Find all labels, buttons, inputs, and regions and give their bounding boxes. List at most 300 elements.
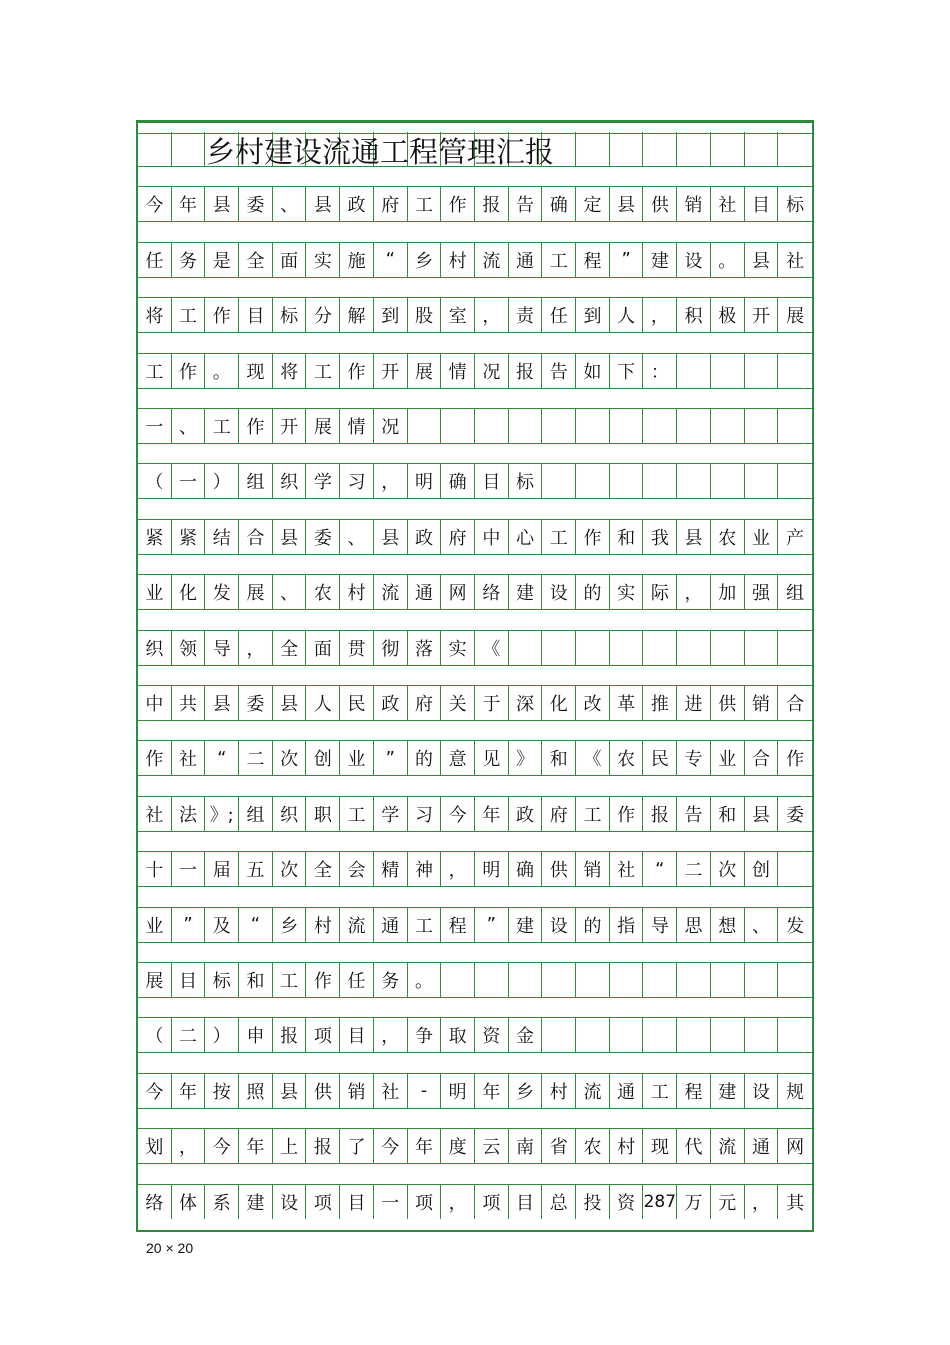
grid-cell: 争 [408, 1018, 442, 1052]
grid-cell: 任 [542, 298, 576, 332]
grid-cell: “ [239, 908, 273, 942]
grid-cell: 社 [711, 187, 745, 221]
grid-gap-strip [138, 554, 812, 575]
manuscript-grid [136, 120, 814, 1232]
grid-cell: 导 [644, 908, 678, 942]
grid-cell [677, 963, 711, 997]
grid-cell: 业 [745, 520, 779, 554]
grid-cell [778, 852, 812, 886]
grid-cell: 社 [172, 741, 206, 775]
grid-cell: ， [441, 1185, 475, 1219]
grid-cell: 于 [475, 686, 509, 720]
grid-cell: - [408, 1074, 442, 1108]
grid-cell: 想 [711, 908, 745, 942]
grid-cell: 取 [441, 1018, 475, 1052]
grid-cell [745, 132, 779, 166]
grid-cell: 工 [542, 520, 576, 554]
grid-cell [542, 963, 576, 997]
grid-cell: 全 [273, 631, 307, 665]
grid-cell: 确 [542, 187, 576, 221]
grid-cell: “ [644, 852, 678, 886]
grid-cell: 上 [273, 1129, 307, 1163]
grid-cell: 按 [205, 1074, 239, 1108]
grid-cell: 合 [745, 741, 779, 775]
grid-cell [610, 963, 644, 997]
grid-cell: 建 [644, 243, 678, 277]
grid-gap-strip [138, 942, 812, 963]
grid-cell: 作 [172, 354, 206, 388]
grid-cell: 化 [172, 575, 206, 609]
grid-cell: 情 [340, 409, 374, 443]
grid-cell [509, 409, 543, 443]
grid-cell: 展 [408, 354, 442, 388]
grid-cell: ， [374, 1018, 408, 1052]
grid-cell: 目 [172, 963, 206, 997]
grid-cell: 确 [509, 852, 543, 886]
grid-cell: 作 [576, 520, 610, 554]
grid-cell: 中 [475, 520, 509, 554]
grid-cell [745, 631, 779, 665]
grid-cell: 开 [273, 409, 307, 443]
grid-cell: 县 [677, 520, 711, 554]
document-title: 乡村建设流通工程管理汇报 [206, 135, 555, 169]
grid-cell: 作 [138, 741, 172, 775]
grid-cell: 组 [786, 583, 805, 605]
grid-cell: ， [441, 852, 475, 886]
grid-cell: 农 [307, 575, 341, 609]
grid-cell: 流 [340, 908, 374, 942]
grid-cell: 工 [273, 963, 307, 997]
grid-cell: 年 [172, 1074, 206, 1108]
grid-cell: 乡 [273, 908, 307, 942]
grid-cell [778, 631, 812, 665]
grid-cell: 政 [374, 686, 408, 720]
grid-cell: 目 [239, 298, 273, 332]
grid-cell [542, 1018, 576, 1052]
grid-cell: 年 [172, 187, 206, 221]
grid-cell: 精 [374, 852, 408, 886]
grid-cell: 南 [509, 1129, 543, 1163]
grid-cell [711, 1018, 745, 1052]
grid-cell: 金 [509, 1018, 543, 1052]
grid-cell: 到 [576, 298, 610, 332]
grid-cell: 农 [711, 520, 745, 554]
grid-cell [138, 132, 172, 166]
grid-cell: 。 [711, 243, 745, 277]
grid-cell: 政 [408, 520, 442, 554]
grid-cell: 一 [172, 464, 206, 498]
grid-cell: 作 [239, 409, 273, 443]
grid-cell: ， [475, 298, 509, 332]
grid-cell: 见 [475, 741, 509, 775]
grid-cell: 村 [307, 908, 341, 942]
grid-cell: 设 [273, 1185, 307, 1219]
grid-cell: 贯 [340, 631, 374, 665]
grid-cell: 推 [644, 686, 678, 720]
grid-cell: 程 [677, 1074, 711, 1108]
grid-gap-strip [138, 609, 812, 630]
grid-cell [475, 409, 509, 443]
grid-row [138, 520, 812, 554]
grid-cell: 省 [542, 1129, 576, 1163]
grid-cell: 流 [576, 1074, 610, 1108]
grid-cell: ” [475, 908, 509, 942]
grid-cell: 村 [610, 1129, 644, 1163]
grid-cell: 标 [205, 963, 239, 997]
grid-cell: 组 [239, 464, 273, 498]
grid-cell [610, 132, 644, 166]
grid-cell: 云 [475, 1129, 509, 1163]
grid-gap-strip [138, 997, 812, 1018]
grid-cell [745, 354, 779, 388]
grid-cell: 任 [138, 243, 172, 277]
grid-cell [745, 409, 779, 443]
grid-cell: 项 [307, 1018, 341, 1052]
grid-cell [610, 464, 644, 498]
grid-cell: 神 [408, 852, 442, 886]
grid-cell: 织 [273, 464, 307, 498]
grid-cell: 开 [374, 354, 408, 388]
grid-cell [677, 132, 711, 166]
grid-cell [172, 132, 206, 166]
grid-cell: 施 [340, 243, 374, 277]
grid-cell: 创 [307, 741, 341, 775]
grid-gap-strip [138, 886, 812, 907]
grid-cell: 网 [441, 575, 475, 609]
grid-cell: 销 [745, 686, 779, 720]
grid-cell: 农 [576, 1129, 610, 1163]
grid-cell: 明 [408, 464, 442, 498]
grid-cell: “ [374, 243, 408, 277]
grid-cell [644, 631, 678, 665]
grid-cell: 二 [172, 1018, 206, 1052]
grid-cell: 五 [239, 852, 273, 886]
grid-cell: 进 [677, 686, 711, 720]
grid-cell: 法 [172, 797, 206, 831]
grid-cell: 会 [340, 852, 374, 886]
grid-cell: 责 [509, 298, 543, 332]
grid-row [138, 243, 812, 277]
grid-cell: 面 [307, 631, 341, 665]
grid-cell: ） [205, 464, 239, 498]
grid-cell: 作 [205, 298, 239, 332]
grid-cell: 建 [509, 908, 543, 942]
grid-cell [745, 464, 779, 498]
grid-cell: 告 [677, 797, 711, 831]
grid-row [138, 797, 812, 831]
grid-cell: 业 [340, 741, 374, 775]
grid-cell: 照 [239, 1074, 273, 1108]
grid-cell [644, 409, 678, 443]
grid-cell: 目 [745, 187, 779, 221]
grid-cell: 标 [786, 195, 805, 217]
grid-gap-strip [138, 388, 812, 409]
grid-cell: 程 [576, 243, 610, 277]
grid-cell: 》; [205, 797, 239, 831]
grid-cell: 规 [786, 1081, 805, 1103]
grid-cell: 务 [374, 963, 408, 997]
grid-cell: ， [239, 631, 273, 665]
grid-cell: 设 [542, 575, 576, 609]
grid-cell: 流 [374, 575, 408, 609]
grid-cell: 展 [138, 963, 172, 997]
grid-cell: ” [374, 741, 408, 775]
grid-cell: ， [172, 1129, 206, 1163]
grid-cell [711, 464, 745, 498]
grid-cell: ” [610, 243, 644, 277]
grid-cell [509, 631, 543, 665]
grid-cell: 府 [441, 520, 475, 554]
grid-cell: 织 [138, 631, 172, 665]
grid-cell: 建 [509, 575, 543, 609]
grid-cell: 深 [509, 686, 543, 720]
grid-cell [677, 354, 711, 388]
grid-cell: 关 [441, 686, 475, 720]
grid-cell [576, 464, 610, 498]
grid-cell [778, 132, 812, 166]
grid-row [138, 908, 812, 942]
grid-cell: 万 [677, 1185, 711, 1219]
grid-cell: 和 [711, 797, 745, 831]
grid-cell: 定 [576, 187, 610, 221]
grid-cell: 确 [441, 464, 475, 498]
grid-cell: 二 [239, 741, 273, 775]
grid-cell: 际 [644, 575, 678, 609]
grid-cell: 《 [475, 631, 509, 665]
grid-cell: 工 [138, 354, 172, 388]
grid-cell [745, 1018, 779, 1052]
grid-gap-strip [138, 277, 812, 298]
grid-row [138, 464, 812, 498]
grid-cell: 工 [576, 797, 610, 831]
grid-cell: 设 [542, 908, 576, 942]
grid-cell: 报 [644, 797, 678, 831]
grid-cell: 县 [374, 520, 408, 554]
grid-cell: 年 [408, 1129, 442, 1163]
grid-cell: 次 [711, 852, 745, 886]
grid-cell: 领 [172, 631, 206, 665]
grid-cell: 委 [307, 520, 341, 554]
grid-cell: 通 [610, 1074, 644, 1108]
grid-cell [576, 132, 610, 166]
grid-cell: 作 [340, 354, 374, 388]
grid-cell [644, 464, 678, 498]
grid-cell: 系 [205, 1185, 239, 1219]
grid-cell [576, 1018, 610, 1052]
grid-cell: 面 [273, 243, 307, 277]
grid-cell: 县 [273, 1074, 307, 1108]
grid-cell: ” [172, 908, 206, 942]
grid-cell: 业 [138, 575, 172, 609]
grid-gap-strip [138, 775, 812, 796]
grid-gap-strip [138, 1052, 812, 1073]
grid-cell: 现 [644, 1129, 678, 1163]
grid-cell [542, 409, 576, 443]
grid-cell: 报 [509, 354, 543, 388]
grid-cell: 今 [138, 1074, 172, 1108]
grid-row [138, 1185, 812, 1219]
grid-cell: 投 [576, 1185, 610, 1219]
grid-cell: 网 [786, 1137, 805, 1159]
grid-cell [677, 409, 711, 443]
grid-cell: 项 [408, 1185, 442, 1219]
grid-cell: 次 [273, 741, 307, 775]
grid-cell [441, 963, 475, 997]
grid-cell: ） [205, 1018, 239, 1052]
grid-cell: ， [677, 575, 711, 609]
grid-cell: 学 [307, 464, 341, 498]
grid-cell: 十 [138, 852, 172, 886]
grid-cell: 工 [542, 243, 576, 277]
grid-cell: 通 [509, 243, 543, 277]
grid-cell: 项 [307, 1185, 341, 1219]
grid-cell: 今 [374, 1129, 408, 1163]
grid-cell: 农 [610, 741, 644, 775]
grid-cell: 络 [475, 575, 509, 609]
grid-cell: 意 [441, 741, 475, 775]
grid-cell [778, 354, 812, 388]
grid-cell: 今 [138, 187, 172, 221]
grid-cell: 一 [172, 852, 206, 886]
grid-cell: 现 [239, 354, 273, 388]
grid-cell: 报 [475, 187, 509, 221]
grid-cell: ： [644, 354, 678, 388]
grid-cell: 供 [542, 852, 576, 886]
grid-cell: 287 [644, 1185, 678, 1219]
grid-cell: 流 [711, 1129, 745, 1163]
grid-cell: 展 [307, 409, 341, 443]
grid-cell: 府 [374, 187, 408, 221]
grid-row [138, 1129, 812, 1163]
grid-cell: 及 [205, 908, 239, 942]
grid-cell [778, 464, 812, 498]
grid-cell: 度 [441, 1129, 475, 1163]
grid-row [138, 409, 812, 443]
grid-cell: 年 [475, 797, 509, 831]
grid-cell [610, 409, 644, 443]
grid-cell [509, 963, 543, 997]
grid-cell: 通 [374, 908, 408, 942]
grid-cell: 开 [745, 298, 779, 332]
grid-cell: 村 [542, 1074, 576, 1108]
grid-row [138, 631, 812, 665]
grid-cell: 年 [239, 1129, 273, 1163]
grid-cell: （ [138, 1018, 172, 1052]
grid-cell: 习 [408, 797, 442, 831]
grid-cell: 通 [745, 1129, 779, 1163]
grid-cell: 工 [340, 797, 374, 831]
grid-cell: 划 [138, 1129, 172, 1163]
grid-cell [542, 631, 576, 665]
grid-cell: 、 [273, 575, 307, 609]
grid-cell: 实 [441, 631, 475, 665]
grid-cell: 任 [340, 963, 374, 997]
grid-cell: 次 [273, 852, 307, 886]
grid-cell: 了 [340, 1129, 374, 1163]
grid-cell: 目 [509, 1185, 543, 1219]
grid-cell: 分 [307, 298, 341, 332]
grid-cell: 发 [786, 915, 805, 937]
grid-cell: 强 [745, 575, 779, 609]
grid-cell: 县 [745, 243, 779, 277]
grid-cell [711, 409, 745, 443]
grid-cell: 人 [307, 686, 341, 720]
grid-cell: 业 [138, 908, 172, 942]
grid-cell: 全 [307, 852, 341, 886]
grid-cell: 、 [745, 908, 779, 942]
grid-cell: 股 [408, 298, 442, 332]
grid-cell: 通 [408, 575, 442, 609]
grid-gap-strip [138, 443, 812, 464]
grid-row [138, 1018, 812, 1052]
grid-cell: 积 [677, 298, 711, 332]
grid-cell: “ [205, 741, 239, 775]
grid-cell: 和 [610, 520, 644, 554]
grid-cell: 明 [475, 852, 509, 886]
grid-cell: 民 [340, 686, 374, 720]
grid-cell: 标 [273, 298, 307, 332]
grid-cell: 、 [340, 520, 374, 554]
grid-cell: 合 [786, 694, 805, 715]
grid-cell: 代 [677, 1129, 711, 1163]
grid-cell [475, 963, 509, 997]
grid-cell: 我 [644, 520, 678, 554]
grid-cell: 化 [542, 686, 576, 720]
grid-cell: 县 [273, 520, 307, 554]
grid-cell [711, 963, 745, 997]
grid-cell: 工 [408, 908, 442, 942]
grid-cell: ， [644, 298, 678, 332]
grid-cell [745, 963, 779, 997]
grid-cell [576, 963, 610, 997]
grid-row [138, 575, 812, 609]
grid-cell: 作 [307, 963, 341, 997]
grid-cell: 况 [374, 409, 408, 443]
grid-cell: 乡 [408, 243, 442, 277]
grid-cell: 展 [239, 575, 273, 609]
grid-cell: 报 [273, 1018, 307, 1052]
grid-cell: 落 [408, 631, 442, 665]
grid-cell: 、 [273, 187, 307, 221]
grid-cell: 社 [610, 852, 644, 886]
grid-cell: 目 [475, 464, 509, 498]
grid-cell [610, 631, 644, 665]
grid-cell [576, 409, 610, 443]
grid-cell: 紧 [172, 520, 206, 554]
grid-cell: 合 [239, 520, 273, 554]
grid-cell: 村 [340, 575, 374, 609]
grid-cell: 产 [786, 527, 805, 549]
grid-cell: 县 [205, 187, 239, 221]
grid-cell: 工 [205, 409, 239, 443]
grid-cell: 资 [610, 1185, 644, 1219]
grid-row [138, 963, 812, 997]
grid-cell: 工 [644, 1074, 678, 1108]
grid-cell: 销 [677, 187, 711, 221]
grid-cell: 县 [307, 187, 341, 221]
grid-cell: 民 [644, 741, 678, 775]
grid-cell: 络 [138, 1185, 172, 1219]
grid-gap-strip [138, 1108, 812, 1129]
grid-cell: 告 [509, 187, 543, 221]
grid-gap-strip [138, 221, 812, 242]
grid-cell: 府 [542, 797, 576, 831]
grid-cell: 委 [786, 804, 805, 826]
grid-cell: 申 [239, 1018, 273, 1052]
grid-cell: 导 [205, 631, 239, 665]
grid-cell: 建 [711, 1074, 745, 1108]
grid-cell: ， [374, 464, 408, 498]
